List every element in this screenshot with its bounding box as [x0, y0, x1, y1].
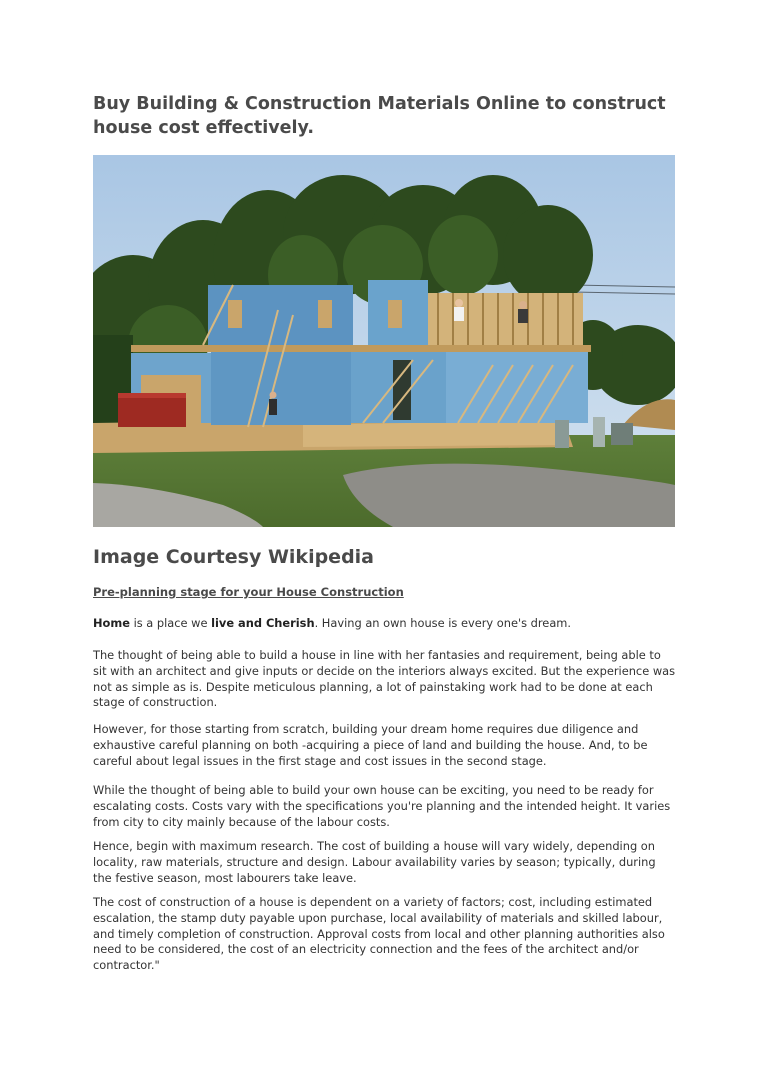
paragraph-3: While the thought of being able to build your own house can be exciting, you need to be ready for escalating costs. Costs vary with the specifications you're planning and the intended height. It varies from city to city mainly because of the labour costs. [93, 783, 671, 829]
house-construction-photo [93, 155, 675, 527]
section-subheading: Pre-planning stage for your House Construction [93, 585, 404, 599]
paragraph-4: Hence, begin with maximum research. The cost of building a house will vary widely, depending on locality, raw materials, structure and design. Labour availability varies by season; typically, during the festive season, most labourers take leave. [93, 839, 656, 885]
paragraph-5: The cost of construction of a house is dependent on a variety of factors; cost, including estimated escalation, the stamp duty payable upon purchase, local availability of materials and skilled labour, and timely completion of construction. Approval costs from local and other planning authorities also need to be considered, the cost of an electricity connection and the fees of the architect and/or contractor." [93, 895, 665, 973]
paragraph-1: The thought of being able to build a house in line with her fantasies and requirement, being able to sit with an architect and give inputs or decide on the interiors always excited. But the experience was not as simple as is. Despite meticulous planning, a lot of painstaking work had to be done at each stage of construction. [93, 648, 676, 710]
intro-text-2: . Having an own house is every one's dream. [314, 616, 572, 630]
paragraph-2: However, for those starting from scratch, building your dream home requires due diligence and exhaustive careful planning on both -acquiring a piece of land and building the house. And, to be careful about legal issues in the first stage and cost issues in the second stage. [93, 722, 648, 768]
document-title: Buy Building & Construction Materials Online to construct house cost effectively. [93, 94, 666, 138]
intro-bold-live: live and Cherish [211, 616, 315, 630]
image-courtesy-heading: Image Courtesy Wikipedia [93, 546, 375, 568]
intro-text-1: is a place we [129, 616, 212, 630]
intro-bold-home: Home [93, 616, 130, 630]
intro-paragraph [93, 616, 677, 632]
